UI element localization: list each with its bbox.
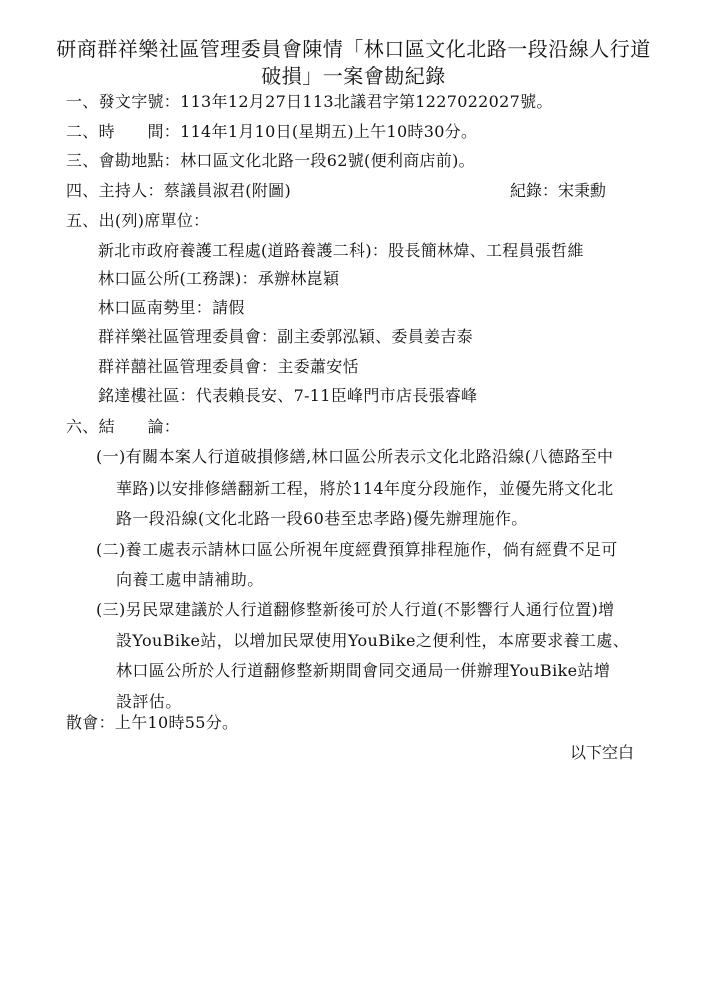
- conclusion-heading: 六、結 論：: [66, 417, 181, 436]
- conclusion-line: 設評估。: [116, 692, 182, 711]
- adjourn-line: 散會：上午10時55分。: [66, 713, 239, 732]
- attendee-item: 林口區南勢里：請假: [98, 298, 245, 317]
- time-line: 二、時 間：114年1月10日(星期五)上午10時30分。: [66, 122, 478, 141]
- title-line-1: 研商群祥樂社區管理委員會陳情「林口區文化北路一段沿線人行道: [56, 37, 651, 61]
- conclusion-line: 路一段沿線(文化北路一段60巷至忠孝路)優先辦理施作。: [116, 509, 528, 528]
- document-title: [30, 36, 677, 90]
- attendance-heading: 五、出(列)席單位：: [66, 211, 210, 230]
- conclusion-line: 林口區公所於人行道翻修整新期間會同交通局一併辦理YouBike站增: [116, 661, 611, 680]
- attendee-item: 新北市政府養護工程處(道路養護二科)：股長簡林煒、工程員張哲維: [98, 241, 584, 260]
- recorder-line: 紀錄：宋秉勳: [510, 181, 607, 200]
- attendee-item: 群祥囍社區管理委員會：主委蕭安恬: [98, 357, 359, 376]
- attendee-item: 林口區公所(工務課)：承辦林崑穎: [98, 269, 340, 288]
- host-line: 四、主持人：蔡議員淑君(附圖): [66, 181, 291, 200]
- conclusion-line: (一)有關本案人行道破損修繕,林口區公所表示文化北路沿線(八德路至中: [96, 447, 614, 466]
- title-line-2: 破損」一案會勘紀錄: [261, 64, 446, 88]
- conclusion-line: 向養工處申請補助。: [116, 570, 264, 589]
- location-line: 三、會勘地點：林口區文化北路一段62號(便利商店前)。: [66, 151, 475, 170]
- attendee-item: 群祥樂社區管理委員會：副主委郭泓穎、委員姜吉泰: [98, 327, 473, 346]
- conclusion-line: 華路)以安排修繕翻新工程，將於114年度分段施作，並優先將文化北: [116, 479, 614, 498]
- conclusion-line: (二)養工處表示請林口區公所視年度經費預算排程施作，倘有經費不足可: [96, 540, 618, 559]
- doc-number-line: 一、發文字號：113年12月27日113北議君字第1227022027號。: [66, 92, 553, 111]
- conclusion-line: 設YouBike站，以增加民眾使用YouBike之便利性，本席要求養工處、: [116, 631, 630, 650]
- conclusion-line: (三)另民眾建議於人行道翻修整新後可於人行道(不影響行人通行位置)增: [96, 600, 615, 619]
- attendee-item: 銘達樓社區：代表賴長安、7-11臣峰門市店長張睿峰: [98, 386, 478, 405]
- end-mark: 以下空白: [570, 743, 635, 762]
